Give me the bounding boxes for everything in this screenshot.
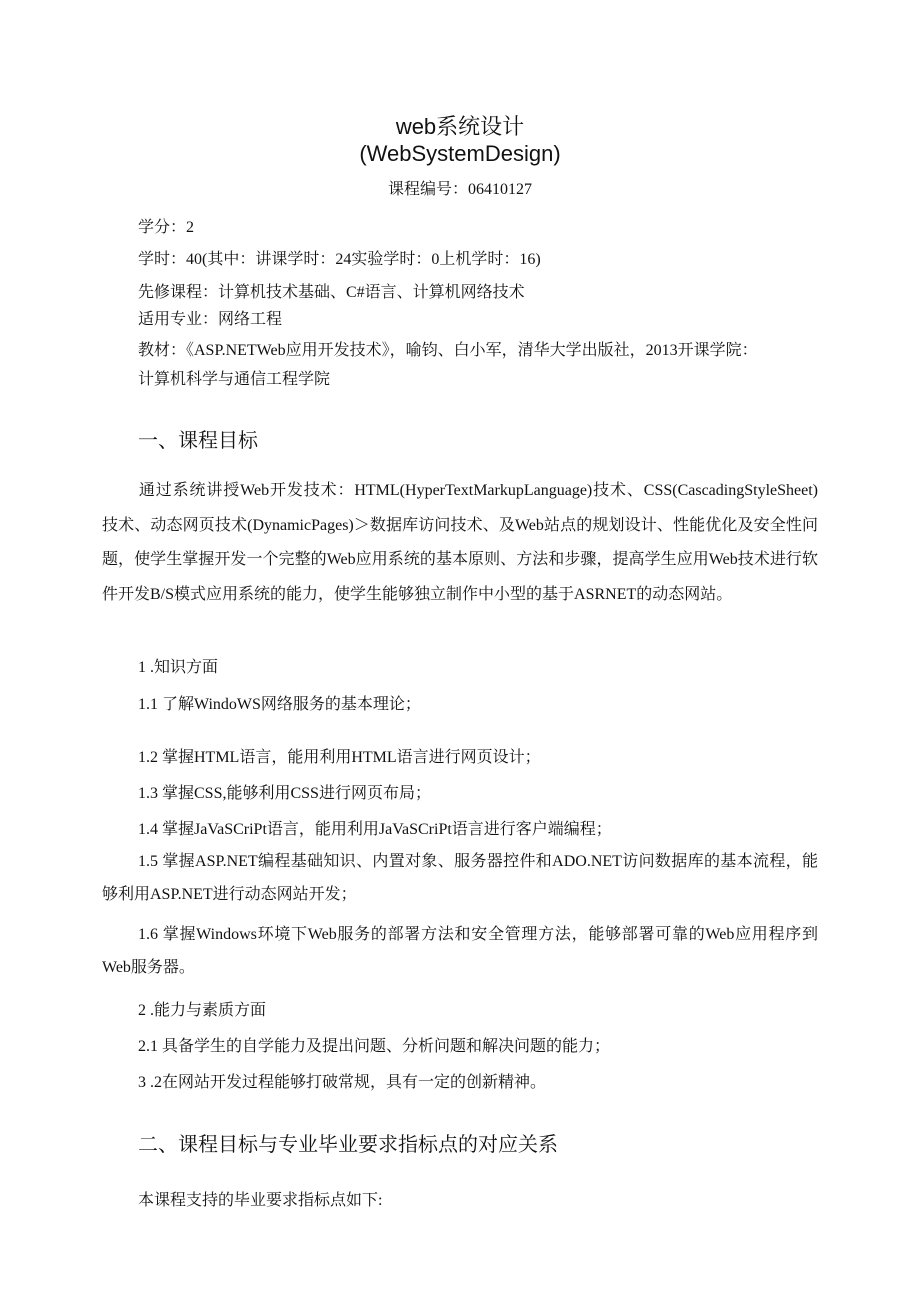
knowledge-item-1-6-text: 1.6 掌握Windows环境下Web服务的部署方法和安全管理方法，能够部署可靠的Web应用程序到Web服务器。: [102, 926, 818, 976]
prerequisites: 先修课程：计算机技术基础、C#语言、计算机网络技术: [138, 284, 525, 301]
major: 适用专业：网络工程: [138, 311, 283, 328]
knowledge-item-1-1: 1.1 了解WindoWS网络服务的基本理论；: [138, 696, 421, 713]
knowledge-item-1-4: 1.4 掌握JaVaSCriPt语言，能用利用JaVaSCriPt语言进行客户端编程；: [138, 821, 612, 838]
course-title-en: (WebSystemDesign): [359, 141, 561, 166]
course-code: 课程编号：06410127: [387, 181, 532, 198]
section-2-intro: 本课程支持的毕业要求指标点如下:: [138, 1192, 383, 1209]
knowledge-item-1-3: 1.3 掌握CSS,能够利用CSS进行网页布局；: [138, 785, 431, 802]
ability-heading: 2 .能力与素质方面: [138, 1002, 267, 1019]
knowledge-heading: 1 .知识方面: [138, 659, 219, 676]
ability-item-3-2: 3 .2在网站开发过程能够打破常规，具有一定的创新精神。: [138, 1074, 547, 1091]
textbook-line-1: 教材：《ASP.NETWeb应用开发技术》，喻钧、白小军，清华大学出版社，2013开课学院：: [138, 342, 758, 359]
knowledge-item-1-6: [102, 918, 818, 984]
knowledge-item-1-5-text: 1.5 掌握ASP.NET编程基础知识、内置对象、服务器控件和ADO.NET访问数据库的基本流程，能够利用ASP.NET进行动态网站开发；: [102, 853, 818, 903]
credits: 学分：2: [138, 219, 195, 236]
section-1-intro: [102, 474, 818, 612]
knowledge-item-1-2: 1.2 掌握HTML语言，能用利用HTML语言进行网页设计；: [138, 749, 541, 766]
textbook-line-2: 计算机科学与通信工程学院: [138, 371, 331, 388]
ability-item-2-1: 2.1 具备学生的自学能力及提出问题、分析问题和解决问题的能力；: [138, 1038, 611, 1055]
hours: 学时：40(其中：讲课学时：24实验学时：0上机学时：16): [138, 251, 541, 268]
knowledge-item-1-5: [102, 845, 818, 911]
section-1-heading: 一、课程目标: [138, 430, 258, 452]
section-2-heading: 二、课程目标与专业毕业要求指标点的对应关系: [138, 1134, 558, 1156]
section-1-intro-text: 通过系统讲授Web开发技术：HTML(HyperTextMarkupLanguage)技术、CSS(CascadingStyleSheet)技术、动态网页技术(DynamicPages)＞数据库访问技术、及Web站点的规划设计、性能优化及安全性问题，使学生掌握开发一个完整的Web应用系统的基本原则、方法和步骤，提高学生应用Web技术进行软件开发B/S模式应用系统的能力，使学生能够独立制作中小型的基于ASRNET的动态网站。: [102, 482, 818, 603]
course-title-cn: web系统设计: [395, 114, 525, 139]
